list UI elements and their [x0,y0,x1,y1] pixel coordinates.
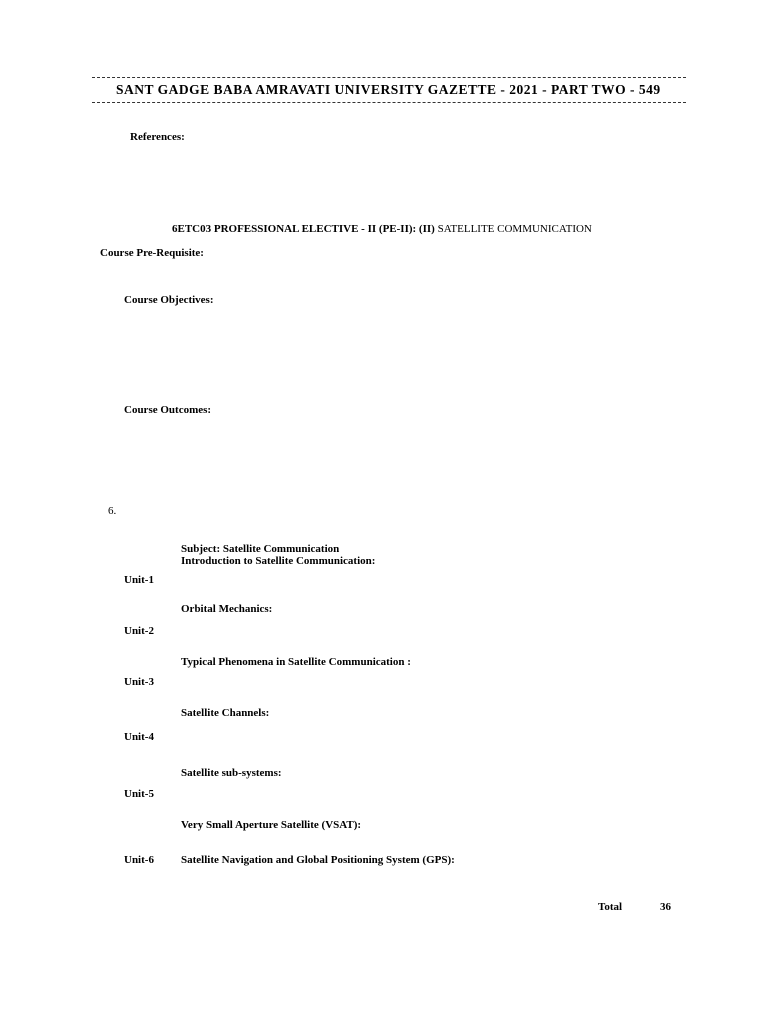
unit-6-title: Satellite Navigation and Global Positioning System (GPS): [181,854,455,866]
page-header-title: SANT GADGE BABA AMRAVATI UNIVERSITY GAZETTE - 2021 - PART TWO - 549 [116,82,661,97]
course-prerequisite-label: Course Pre-Requisite: [100,247,204,259]
unit-1-label: Unit-1 [124,574,154,586]
unit-5-title: Satellite sub-systems: [181,767,282,779]
section-number: 6. [108,505,117,517]
vsat-title: Very Small Aperture Satellite (VSAT): [181,819,362,831]
course-outcomes-label: Course Outcomes: [124,404,212,416]
unit-6-label: Unit-6 [124,854,154,866]
unit-2-label: Unit-2 [124,625,154,637]
unit-4-label: Unit-4 [124,731,154,743]
unit-3-title: Typical Phenomena in Satellite Communication : [181,656,411,668]
course-title [172,223,592,235]
header-top-rule [92,77,686,78]
course-title-name: SATELLITE COMMUNICATION [437,223,592,235]
unit-4-title: Satellite Channels: [181,707,270,719]
total-label: Total [598,901,623,913]
unit-2-title: Orbital Mechanics: [181,603,273,615]
header-bottom-rule [92,102,686,103]
course-objectives-label: Course Objectives: [124,294,214,306]
subject-line: Subject: Satellite Communication [181,543,340,555]
course-title-code: 6ETC03 PROFESSIONAL ELECTIVE - II (PE-II): (II) [172,223,435,235]
unit-1-title: Introduction to Satellite Communication: [181,555,376,567]
references-label: References: [130,131,185,143]
total-value: 36 [660,901,671,913]
unit-3-label: Unit-3 [124,676,154,688]
unit-5-label: Unit-5 [124,788,154,800]
